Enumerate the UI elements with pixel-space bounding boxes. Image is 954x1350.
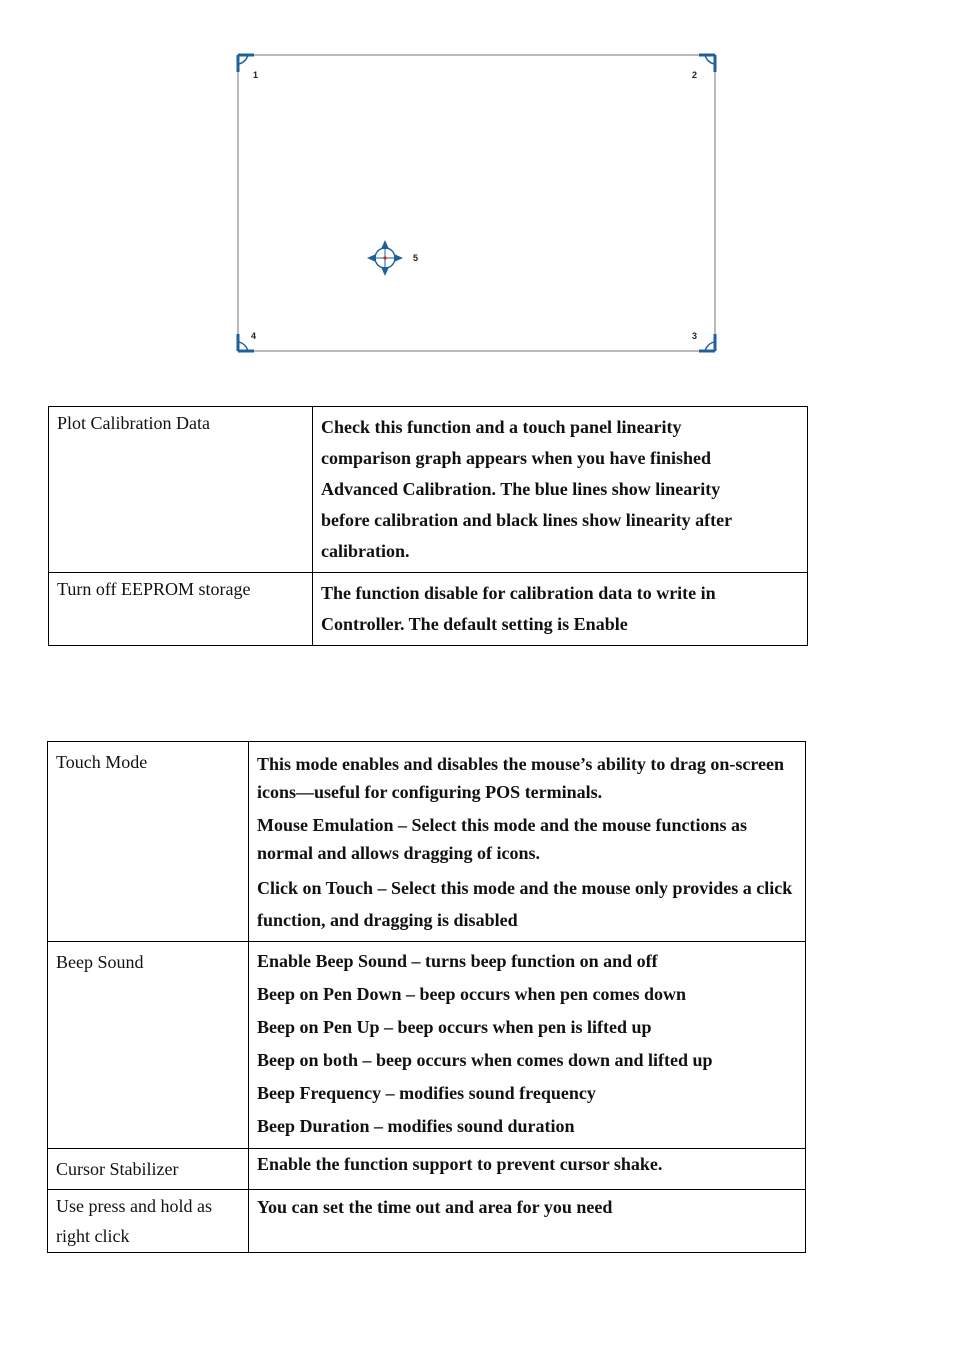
desc-line: Enable Beep Sound – turns beep function on and off <box>257 951 658 971</box>
desc-paragraph: Click on Touch – Select this mode and the mouse only provides a click function, and dragging is disabled <box>257 878 793 930</box>
desc-paragraph: This mode enables and disables the mouse’s ability to drag on-screen icons—useful for configuring POS terminals. <box>257 754 785 802</box>
table-row <box>49 573 808 646</box>
desc-paragraph: Mouse Emulation – Select this mode and the mouse functions as normal and allows dragging of icons. <box>257 815 748 863</box>
table-row <box>49 407 808 573</box>
row-description <box>249 942 806 1149</box>
point-label-2: 2 <box>692 70 698 80</box>
row-label: Beep Sound <box>48 942 249 1149</box>
screen-frame <box>238 55 715 351</box>
table-row <box>48 1190 806 1253</box>
desc-line: Beep Frequency – modifies sound frequency <box>257 1083 596 1103</box>
crosshair-target-icon <box>367 240 403 276</box>
row-description <box>313 407 808 573</box>
row-label: Cursor Stabilizer <box>48 1149 249 1190</box>
point-label-5: 5 <box>413 253 419 263</box>
calibration-options-table <box>48 406 808 646</box>
desc-line: Check this function and a touch panel linearity <box>321 417 682 437</box>
table-row <box>48 942 806 1149</box>
desc-line: comparison graph appears when you have finished <box>321 448 712 468</box>
row-description: You can set the time out and area for you need <box>249 1190 806 1253</box>
row-description <box>249 742 806 942</box>
corner-marker-2-icon <box>699 55 715 72</box>
corner-marker-1-icon <box>238 55 254 72</box>
row-description: Enable the function support to prevent cursor shake. <box>249 1149 806 1190</box>
desc-line: Beep on Pen Down – beep occurs when pen comes down <box>257 984 687 1004</box>
desc-line: before calibration and black lines show linearity after <box>321 510 733 530</box>
table-row <box>48 742 806 942</box>
desc-line: Beep Duration – modifies sound duration <box>257 1116 575 1136</box>
row-label: Turn off EEPROM storage <box>49 573 313 646</box>
point-label-1: 1 <box>253 70 259 80</box>
table-row <box>48 1149 806 1190</box>
desc-line: Beep on both – beep occurs when comes down and lifted up <box>257 1050 713 1070</box>
point-label-4: 4 <box>251 331 257 341</box>
corner-marker-3-icon <box>699 334 715 351</box>
desc-line: Beep on Pen Up – beep occurs when pen is lifted up <box>257 1017 652 1037</box>
row-label: Plot Calibration Data <box>49 407 313 573</box>
calibration-diagram <box>236 52 718 356</box>
row-label: Touch Mode <box>48 742 249 942</box>
desc-line: Controller. The default setting is Enable <box>321 614 628 634</box>
point-label-3: 3 <box>692 331 698 341</box>
row-label: Use press and hold as right click <box>48 1190 249 1253</box>
desc-line: calibration. <box>321 541 410 561</box>
desc-line: Advanced Calibration. The blue lines show linearity <box>321 479 721 499</box>
desc-line: The function disable for calibration data to write in <box>321 583 716 603</box>
row-description <box>313 573 808 646</box>
touch-settings-table <box>47 741 806 1253</box>
